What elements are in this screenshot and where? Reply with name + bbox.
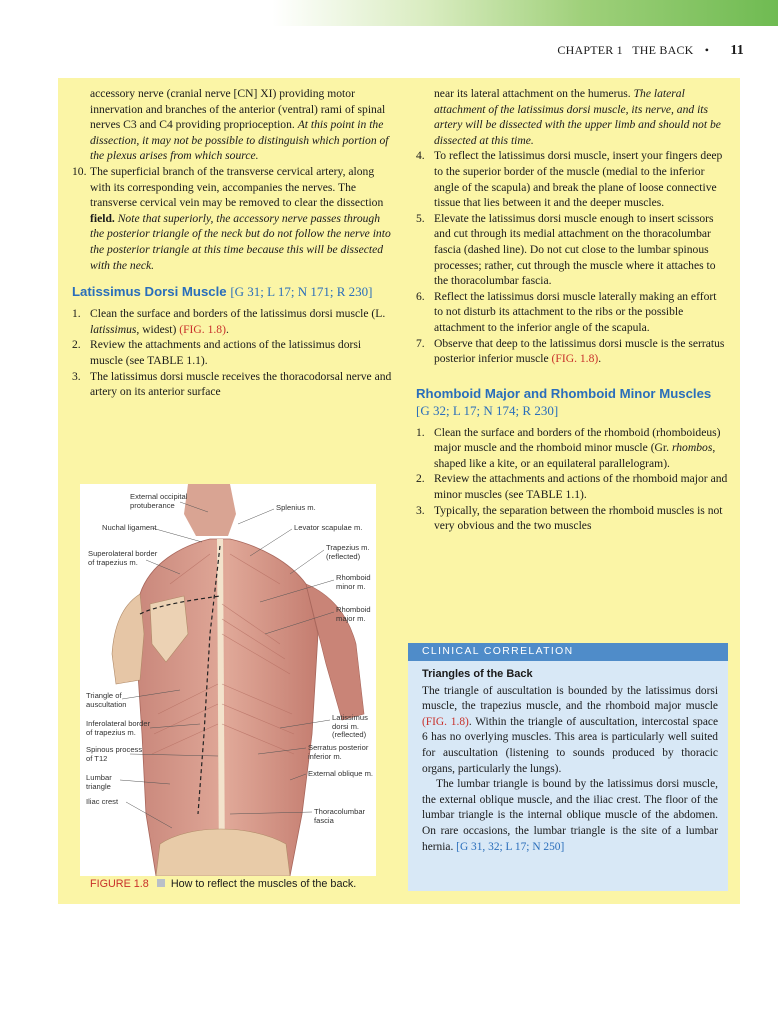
section-heading-rhomboid [416, 385, 728, 419]
item-number: 6. [416, 289, 425, 303]
label-thoracolumbar-fascia: Thoracolumbar fascia [314, 807, 366, 825]
atlas-reference: [G 31; L 17; N 171; R 230] [230, 284, 373, 300]
item-punct: . [598, 352, 602, 366]
figure-link[interactable]: (FIG. 1.8) [422, 715, 469, 728]
label-nuchal-ligament: Nuchal ligament [102, 523, 157, 532]
list-item [72, 369, 396, 400]
item-number: 3. [72, 369, 81, 383]
left-shoulder-bone [112, 594, 144, 684]
item-italic: latissimus [90, 322, 137, 336]
latissimus-steps [72, 306, 396, 400]
item-punct: . [225, 322, 229, 336]
item-number: 4. [416, 149, 425, 163]
spine-line [220, 539, 222, 876]
atlas-reference: [G 31, 32; L 17; N 250] [456, 840, 565, 853]
label-rhomboid-minor: Rhomboid minor m. [336, 573, 371, 591]
continued-paragraph [72, 86, 396, 164]
clinical-paragraph-2 [422, 777, 718, 855]
list-item [416, 503, 728, 534]
item-number: 2. [416, 472, 425, 486]
clinical-title: Triangles of the Back [422, 668, 533, 680]
step-list-top [72, 164, 396, 273]
list-item [72, 164, 396, 273]
list-item [416, 471, 728, 502]
continued-note: At this point in the dissection, it may not be possible to distinguish which portion of the plexus arises from which source. [90, 118, 389, 163]
section-title: Latissimus Dorsi Muscle [72, 284, 227, 300]
item-italic: rhombos [671, 441, 713, 455]
label-external-oblique: External oblique m. [308, 769, 374, 778]
label-superolateral-border: Superolateral border of trapezius m. [88, 549, 158, 567]
continued-text: near its lateral attachment on the humerus. [434, 87, 631, 100]
clinical-body [408, 661, 728, 855]
item-text: The latissimus dorsi muscle receives the thoracodorsal nerve and artery on its anterior surface [90, 369, 392, 399]
torso-shape [136, 539, 318, 876]
list-item [416, 148, 728, 210]
item-text: Observe that deep to the latissimus dorsi muscle is the serratus posterior inferior muscle [434, 336, 725, 366]
left-column [72, 86, 396, 400]
label-spinous-process: Spinous process of T12 [86, 745, 143, 763]
chapter-title: THE BACK [632, 43, 694, 57]
figure-1-8-illustration [80, 484, 376, 876]
atlas-reference: [G 32; L 17; N 174; R 230] [416, 402, 559, 418]
item-text: Review the attachments and actions of the latissimus dorsi muscle (see TABLE 1.1). [90, 338, 362, 367]
item-number: 5. [416, 211, 425, 225]
continued-paragraph [416, 86, 728, 148]
label-serratus-posterior-inferior: Serratus posterior inferior m. [308, 743, 369, 761]
label-splenius: Splenius m. [276, 503, 316, 512]
list-item [416, 289, 728, 336]
item-text: To reflect the latissimus dorsi muscle, insert your fingers deep to the superior border of the muscle (medial to the inferior angle of the scapula) and break the plane of loose connective tissue that lies between it and the deeper muscles. [434, 149, 723, 210]
label-rhomboid-major: Rhomboid major m. [336, 605, 371, 623]
label-levator-scapulae: Levator scapulae m. [294, 523, 363, 532]
rhomboid-steps [416, 425, 728, 534]
section-heading-latissimus [72, 283, 396, 300]
item-note: Note that superiorly, the accessory nerve passes through the posterior triangle of the neck but do not follow the nerve into the posterior triangle at this time because this will be dissected with the neck. [90, 211, 391, 272]
label-inferolateral-border: Inferolateral border of trapezius m. [86, 719, 151, 737]
running-header [557, 43, 744, 59]
label-lumbar-triangle: Lumbar triangle [86, 773, 112, 791]
header-bullet: • [704, 43, 710, 57]
clinical-paragraph-1 [422, 684, 718, 778]
figure-link[interactable]: (FIG. 1.8) [551, 352, 599, 366]
item-text: Review the attachments and actions of the rhomboid major and minor muscles (see TABLE 1.1). [434, 472, 728, 502]
figure-caption [90, 878, 356, 890]
caption-square-icon [157, 879, 165, 887]
item-text: Clean the surface and borders of the rhomboid (rhomboideus) major muscle and the rhomboid minor muscle (Gr. [434, 425, 721, 455]
label-iliac-crest: Iliac crest [86, 797, 119, 806]
page-number: 11 [730, 43, 744, 58]
list-item [416, 211, 728, 289]
clinical-text: The lumbar triangle is bound by the latissimus dorsi muscle, the external oblique muscle, and the iliac crest. The floor of the lumbar triangle is the internal oblique muscle of the abdomen. On rare occasions, the lumbar triangle is the site of a lumbar hernia. [422, 778, 718, 853]
item-text: Clean the surface and borders of the latissimus dorsi muscle (L. [90, 307, 386, 321]
item-number: 3. [416, 503, 425, 517]
clinical-text-cont: . Within the triangle of auscultation, intercostal space 6 has no overlying muscles. This area is particularly well suited for auscultation (listening to sounds produced by thoracic organs, particularly the lungs). [422, 715, 719, 775]
head-shape [184, 484, 236, 536]
section-title: Rhomboid Major and Rhomboid Minor Muscles [416, 385, 712, 401]
label-external-occipital-protuberance: External occipital protuberance [130, 492, 188, 510]
list-item [72, 306, 396, 337]
item-number: 7. [416, 336, 425, 350]
caption-text: How to reflect the muscles of the back. [170, 878, 357, 890]
list-item [72, 337, 396, 368]
item-number: 10. [72, 164, 87, 178]
item-bold-word: field. [90, 211, 115, 225]
clinical-header: CLINICAL CORRELATION [408, 643, 728, 661]
item-number: 1. [72, 307, 81, 321]
label-triangle-of-auscultation: Triangle of auscultation [86, 691, 127, 709]
label-trapezius-reflected: Trapezius m. (reflected) [326, 543, 370, 561]
chapter-number: CHAPTER 1 [557, 43, 623, 57]
item-number: 2. [72, 338, 81, 352]
item-text-cont: , widest) [136, 322, 177, 336]
reflect-steps [416, 148, 728, 366]
item-text: Reflect the latissimus dorsi muscle laterally making an effort to not disturb its attachment to the ribs or the possible attachment to the inferior angle of the scapula. [434, 289, 717, 334]
label-latissimus-dorsi-reflected: Latissimus dorsi m. (reflected) [332, 713, 368, 740]
clinical-text: The triangle of auscultation is bounded by the latissimus dorsi muscle, the trapezius muscle, and the rhomboid major muscle [422, 684, 718, 713]
item-text: Elevate the latissimus dorsi muscle enough to insert scissors and cut through its medial attachment on the thoracolumbar fascia (dashed line). Do not cut close to the lumbar spinous processes; rather, cut through the muscle where it attaches to the thoracolumbar fascia. [434, 211, 716, 288]
caption-number: FIGURE 1.8 [90, 878, 149, 890]
right-column [416, 86, 728, 534]
figure-link[interactable]: (FIG. 1.8) [179, 322, 226, 336]
item-text-cont: , shaped like a kite, or an equilateral parallelogram). [434, 441, 716, 470]
list-item [416, 336, 728, 367]
continued-text: accessory nerve (cranial nerve [CN] XI) providing motor innervation and branches of the anterior (ventral) rami of spinal nerves C3 and C4 providing proprioception. [90, 87, 386, 132]
item-text: Typically, the separation between the rhomboid muscles is not very obvious and the two muscles [434, 503, 723, 533]
clinical-correlation-box [408, 643, 728, 891]
continued-note: The lateral attachment of the latissimus dorsi muscle, its nerve, and its artery will be dissected with the upper limb and should not be dissected at this time. [434, 87, 721, 147]
item-number: 1. [416, 425, 425, 439]
item-text: The superficial branch of the transverse cervical artery, along with its corresponding vein, accompanies the nerves. The transverse cervical vein may be removed to clear the dissection [90, 164, 384, 210]
header-gradient-band [0, 0, 778, 26]
list-item [416, 425, 728, 472]
